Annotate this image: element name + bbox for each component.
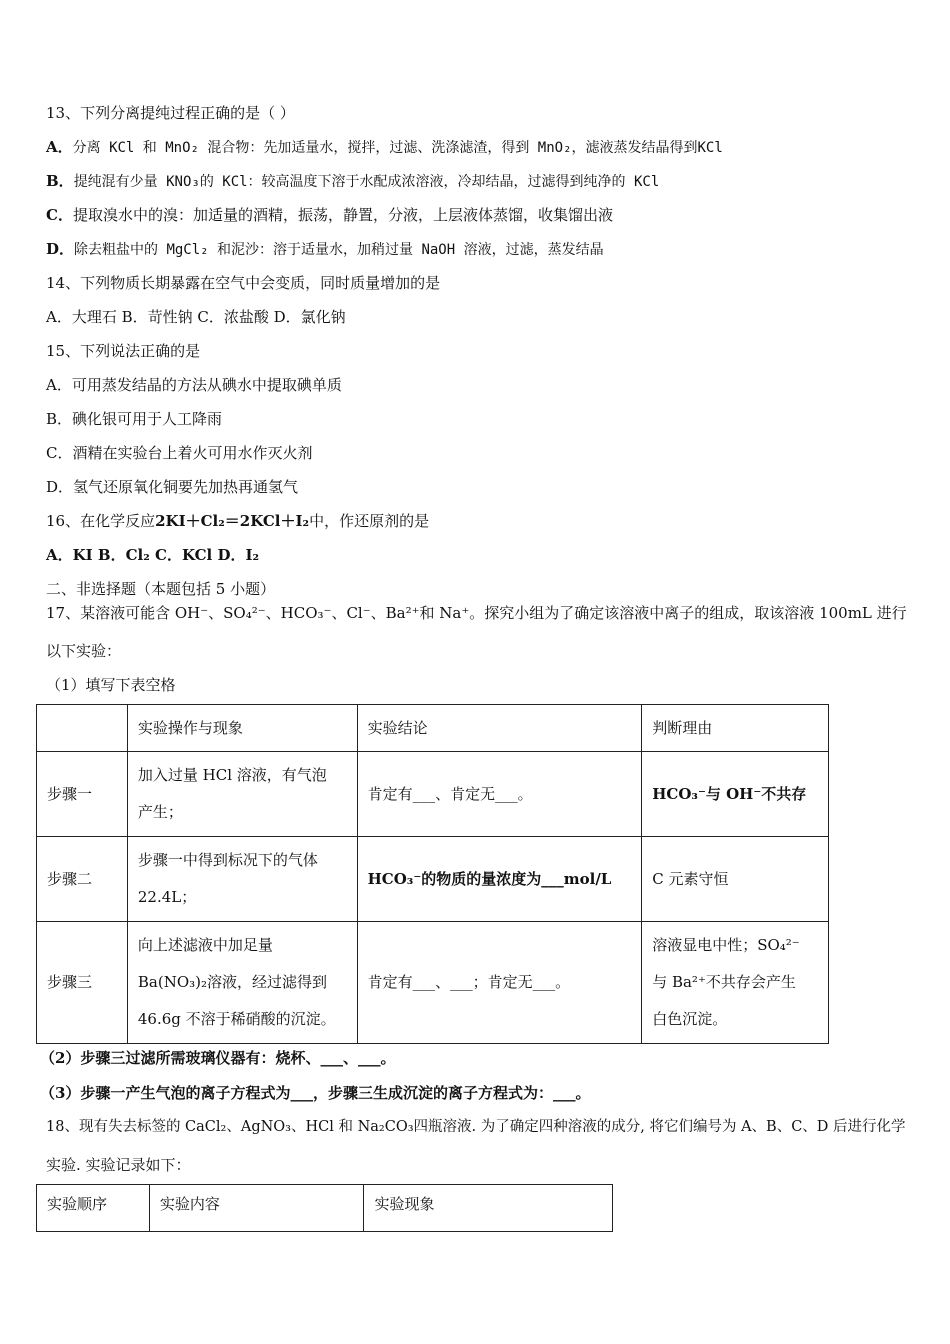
operation-cell: 步骤一中得到标况下的气体 22.4L； — [127, 837, 357, 922]
header-cell: 实验现象 — [364, 1185, 613, 1232]
header-cell: 实验结论 — [357, 705, 642, 752]
conclusion-cell: HCO₃⁻的物质的量浓度为___mol/L — [357, 837, 642, 922]
step-label: 步骤三 — [37, 922, 128, 1044]
q13-option-c: C．提取溴水中的溴：加适量的酒精，振荡，静置，分液，上层液体蒸馏，收集馏出液 — [46, 206, 613, 224]
q15-option-b: B．碘化银可用于人工降雨 — [46, 410, 223, 428]
reason-cell: 溶液显电中性；SO₄²⁻ 与 Ba²⁺不共存会产生 白色沉淀。 — [642, 922, 829, 1044]
q17-part2: （2）步骤三过滤所需玻璃仪器有：烧杯、___、___。 — [40, 1049, 396, 1067]
table-row — [37, 837, 829, 922]
reason-cell: HCO₃⁻与 OH⁻不共存 — [642, 752, 829, 837]
header-cell: 实验操作与现象 — [127, 705, 357, 752]
header-cell: 判断理由 — [642, 705, 829, 752]
reason-cell: C 元素守恒 — [642, 837, 829, 922]
q15-option-d: D．氢气还原氧化铜要先加热再通氢气 — [46, 478, 299, 496]
q13-option-d: D．除去粗盐中的 MgCl₂ 和泥沙：溶于适量水，加稍过量 NaOH 溶液，过滤，蒸发结晶 — [46, 240, 604, 258]
header-cell: 实验顺序 — [37, 1185, 150, 1232]
q15-stem: 15、下列说法正确的是 — [46, 342, 201, 360]
q17-part1: （1）填写下表空格 — [46, 676, 176, 694]
conclusion-cell: 肯定有___、___；肯定无___。 — [357, 922, 642, 1044]
q16-options: A．KI B．Cl₂ C．KCl D．I₂ — [46, 546, 260, 564]
q15-option-a: A．可用蒸发结晶的方法从碘水中提取碘单质 — [46, 376, 342, 394]
header-cell: 实验内容 — [149, 1185, 364, 1232]
q13-option-b: B．提纯混有少量 KNO₃的 KCl：较高温度下溶于水配成浓溶液，冷却结晶，过滤得到纯净的 KCl — [46, 172, 660, 190]
q14-options: A．大理石 B．苛性钠 C．浓盐酸 D．氯化钠 — [46, 308, 346, 326]
table-header-row — [37, 705, 829, 752]
q17-stem: 17、某溶液可能含 OH⁻、SO₄²⁻、HCO₃⁻、Cl⁻、Ba²⁺和 Na⁺。探究小组为了确定该溶液中离子的组成，取该溶液 100mL 进行 — [46, 604, 907, 622]
q13-stem: 13、下列分离提纯过程正确的是（ ） — [46, 104, 295, 122]
q17-stem-cont: 以下实验： — [46, 642, 122, 660]
conclusion-cell: 肯定有___、肯定无___。 — [357, 752, 642, 837]
operation-cell: 加入过量 HCl 溶液，有气泡 产生； — [127, 752, 357, 837]
q17-part3: （3）步骤一产生气泡的离子方程式为___，步骤三生成沉淀的离子方程式为：___。 — [40, 1084, 591, 1102]
q18-stem-cont: 实验. 实验记录如下： — [46, 1156, 191, 1174]
header-cell — [37, 705, 128, 752]
q18-table — [36, 1184, 613, 1232]
q18-stem: 18、现有失去标签的 CaCl₂、AgNO₃、HCl 和 Na₂CO₃四瓶溶液. 为了确定四种溶液的成分, 将它们编号为 A、B、C、D 后进行化学 — [46, 1119, 906, 1135]
step-label: 步骤二 — [37, 837, 128, 922]
q16-stem: 16、在化学反应2KI＋Cl₂＝2KCl＋I₂中，作还原剂的是 — [46, 512, 430, 530]
q14-stem: 14、下列物质长期暴露在空气中会变质，同时质量增加的是 — [46, 274, 441, 292]
table-row — [37, 922, 829, 1044]
table-row — [37, 752, 829, 837]
q17-table — [36, 704, 829, 1044]
step-label: 步骤一 — [37, 752, 128, 837]
section-heading: 二、非选择题（本题包括 5 小题） — [46, 580, 276, 598]
q15-option-c: C．酒精在实验台上着火可用水作灭火剂 — [46, 444, 313, 462]
q13-option-a: A．分离 KCl 和 MnO₂ 混合物：先加适量水，搅拌，过滤、洗涤滤渣，得到 MnO₂，滤液蒸发结晶得到KCl — [46, 138, 723, 156]
operation-cell: 向上述滤液中加足量 Ba(NO₃)₂溶液，经过滤得到 46.6g 不溶于稀硝酸的沉淀。 — [127, 922, 357, 1044]
table-header-row — [37, 1185, 613, 1232]
